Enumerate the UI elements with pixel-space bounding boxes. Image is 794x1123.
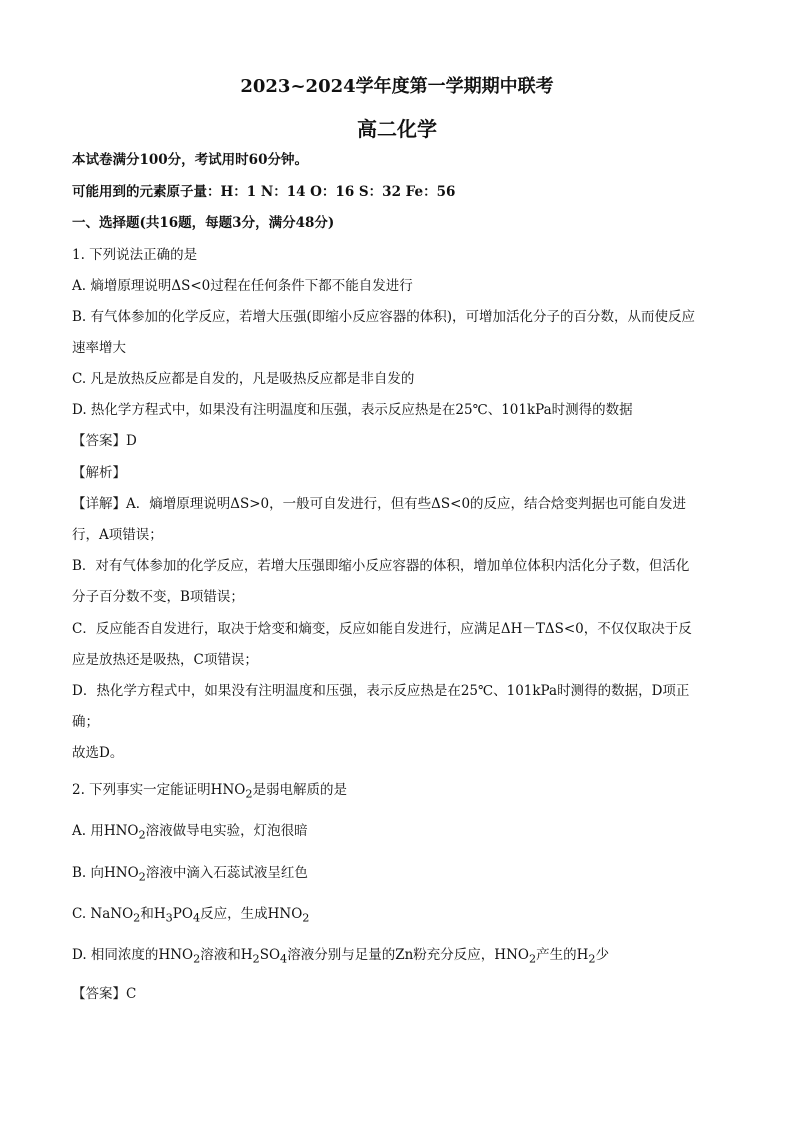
q1-detail-line3: B．对有气体参加的化学反应，若增大压强即缩小反应容器的体积，增加单位体积内活化分子数，但活化 (72, 558, 690, 574)
q1-detail-line4: 分子百分数不变，B项错误； (72, 589, 244, 605)
formula-hno2: $HNO_2$ (103, 823, 146, 842)
q2-option-b: B. 向$HNO_2$溶液中滴入石蕊试液呈红色 (72, 865, 308, 884)
formula-hno2: $HNO_2$ (158, 947, 201, 966)
q1-detail-line5: C．反应能否自发进行，取决于焓变和熵变，反应如能自发进行，应满足ΔH－TΔS<0，不仅仅取决于反 (72, 621, 692, 637)
exam-title: 2023~2024学年度第一学期期中联考 (240, 76, 554, 97)
q1-stem: 1. 下列说法正确的是 (72, 247, 198, 263)
q2-option-c: C. NaNO$_2$和$H_3PO_4$反应，生成$HNO_2$ (72, 906, 310, 925)
section-heading: 一、选择题(共16题，每题3分，满分48分) (72, 215, 335, 231)
formula-h3po4: $H_3PO_4$ (153, 906, 201, 925)
q1-analysis-label: 【解析】 (72, 465, 126, 481)
formula-hno2: $HNO_2$ (104, 865, 146, 884)
q2-stem: 2. 下列事实一定能证明$HNO_2$是弱电解质的是 (72, 782, 347, 801)
q2-option-a: A. 用$HNO_2$溶液做导电实验，灯泡很暗 (72, 823, 308, 842)
q1-detail-line7: D．热化学方程式中，如果没有注明温度和压强，表示反应热是在25℃、101kPa时测得的数据，D项正 (72, 683, 690, 699)
formula-hno2: $HNO_2$ (210, 782, 253, 801)
q2-answer: 【答案】C (72, 986, 137, 1002)
q1-detail-line1: 【详解】A．熵增原理说明ΔS>0，一般可自发进行，但有些ΔS<0的反应，结合焓变判据也可能自发进 (72, 496, 687, 512)
q1-option-a: A. 熵增原理说明ΔS<0过程在任何条件下都不能自发进行 (72, 278, 413, 294)
full-score-note: 本试卷满分100分，考试用时60分钟。 (72, 152, 308, 168)
q1-detail-line9: 故选D。 (72, 745, 124, 761)
q1-option-b-line2: 速率增大 (72, 340, 126, 356)
formula-hno2: $HNO_2$ (267, 906, 310, 925)
subject-title: 高二化学 (357, 117, 437, 141)
q2-option-d: D. 相同浓度的$HNO_2$溶液和$H_2SO_4$溶液分别与足量的Zn粉充分反应，$HNO_2$产生的$H_2$少 (72, 947, 610, 966)
q1-detail-line2: 行，A项错误； (72, 527, 163, 543)
q1-option-b-line1: B. 有气体参加的化学反应，若增大压强(即缩小反应容器的体积)，可增加活化分子的百分数，从而使反应 (72, 309, 696, 325)
q1-option-c: C. 凡是放热反应都是自发的，凡是吸热反应都是非自发的 (72, 371, 415, 387)
formula-h2: $H_2$ (576, 947, 596, 966)
formula-hno2: $HNO_2$ (494, 947, 537, 966)
q1-detail-line6: 应是放热还是吸热，C项错误； (72, 652, 258, 668)
q1-detail-line8: 确； (72, 714, 99, 730)
atomic-mass-note: 可能用到的元素原子量：H：1 N：14 O：16 S：32 Fe：56 (72, 184, 456, 200)
q1-option-d: D. 热化学方程式中，如果没有注明温度和压强，表示反应热是在25℃、101kPa时测得的数据 (72, 402, 633, 418)
formula-h2so4: $H_2SO_4$ (240, 947, 288, 966)
q1-answer: 【答案】D (72, 433, 137, 449)
